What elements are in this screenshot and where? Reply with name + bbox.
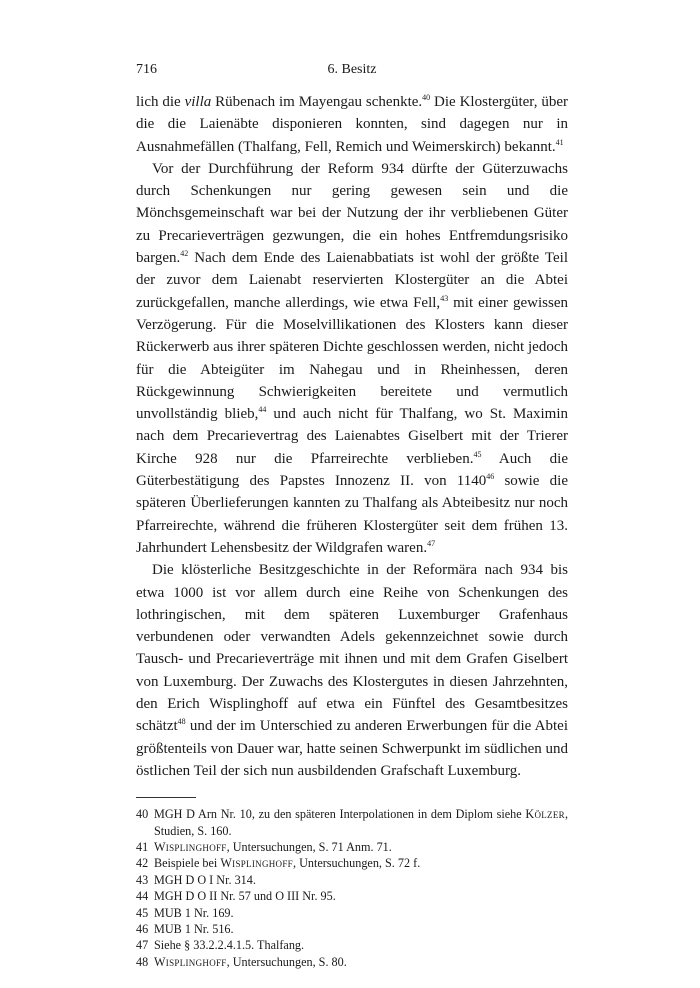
footnote <box>136 905 568 921</box>
text-run: MUB 1 Nr. 516. <box>154 922 234 937</box>
footnote-text <box>154 905 568 921</box>
footnote <box>136 855 568 871</box>
footnote-ref: 41 <box>555 137 564 147</box>
running-title: 6. Besitz <box>327 62 377 77</box>
paragraph <box>136 158 568 559</box>
footnote-ref: 44 <box>258 405 267 415</box>
footnote <box>136 954 568 970</box>
footnote-number: 44 <box>136 889 149 904</box>
text-run: Siehe § 33.2.2.4.1.5. Thalfang. <box>154 938 305 953</box>
footnotes <box>136 806 568 970</box>
footnote-text <box>154 888 568 904</box>
text-run: MUB 1 Nr. 169. <box>154 905 234 920</box>
footnote-ref: 45 <box>473 449 482 459</box>
text-run: , Untersuchungen, S. 71 Anm. 71. <box>226 840 392 855</box>
footnote-ref: 43 <box>440 293 449 303</box>
footnote-text <box>154 937 568 953</box>
text-run: Vor der Durchführung der Reform 934 dürfte der Güterzuwachs durch Schenkungen nur gering gewesen sein und die Mönchsgemeinschaft war bei der Nutzung der ihr verbliebenen Güter zu Precarieverträgen gezwungen, die ein hohes Entfremdungsrisiko bargen. <box>136 160 568 267</box>
footnote-ref: 47 <box>427 538 436 548</box>
footnote-number: 48 <box>136 954 149 969</box>
page-number: 716 <box>136 62 157 77</box>
text-run: , Studien, S. 160. <box>154 807 568 838</box>
footnote <box>136 937 568 953</box>
page-header <box>136 62 568 84</box>
text-run: mit einer gewissen Verzögerung. Für die Moselvillikationen des Klosters kann dieser Rückerwerb aus ihrer späteren Dichte geschlossen werden, nicht jedoch für die Abteigüter im Nahegau und in Rheinhessen, deren Rückgewinnung Schwierigkeiten bereitete und vermutlich unvollständig blieb, <box>136 294 568 423</box>
footnote-number: 47 <box>136 938 149 953</box>
footnote <box>136 921 568 937</box>
footnote-text <box>154 855 568 871</box>
footnote-text <box>154 839 568 855</box>
footnote <box>136 888 568 904</box>
main-text <box>136 91 568 782</box>
text-run: MGH D O I Nr. 314. <box>154 872 256 887</box>
text-run: , Untersuchungen, S. 80. <box>226 954 347 969</box>
text-run: Nach dem Ende des Laienabbatiats ist wohl der größte Teil der zuvor dem Laienabt reservierten Klostergüter an die Abtei zurückgefallen, manche allerdings, wie etwa Fell, <box>136 250 568 311</box>
footnote-number: 43 <box>136 872 149 887</box>
text-run: sowie die späteren Überlieferungen kannten zu Thalfang als Abteibesitz nur noch Pfarreirechte, während die früheren Klostergüter seit dem frühen 13. Jahrhundert Lehensbesitz der Wildgrafen waren. <box>136 473 568 556</box>
footnote-ref: 40 <box>422 93 431 102</box>
footnote-text <box>154 806 568 839</box>
footnote-text <box>154 954 568 970</box>
footnote-number: 41 <box>136 840 149 855</box>
footnote-number: 46 <box>136 922 149 937</box>
footnote-ref: 42 <box>180 249 189 259</box>
text-run: Beispiele bei <box>154 856 221 871</box>
text-run: MGH D Arn Nr. 10, zu den späteren Interpolationen in dem Diplom siehe <box>154 807 526 822</box>
author-name: Wisplinghoff <box>220 856 293 871</box>
footnote-number: 42 <box>136 856 149 871</box>
footnote <box>136 806 568 839</box>
text-run: Rübenach im Mayengau schenkte. <box>211 94 423 110</box>
text-run: Die Klostergüter, über die die Laienäbte disponieren konnten, sind dagegen nur in Ausnahmefällen (Thalfang, Fell, Remich und Weimerskirch) bekannt. <box>136 94 568 155</box>
author-name: Wisplinghoff <box>154 954 227 969</box>
text-run: Die klösterliche Besitzgeschichte in der Reformära nach 934 bis etwa 1000 ist vor allem durch eine Reihe von Schenkungen des lothringischen, mit dem späteren Luxemburger Grafenhaus verbundenen oder verwandten Adels gekennzeichnet sowie durch Tausch- und Precarieverträge mit ihnen und mit dem Grafen Giselbert von Luxemburg. Der Zuwachs des Klostergutes in diesen Jahrzehnten, den Erich Wisplinghoff auf etwa ein Fünftel des Gesamtbesitzes schätzt <box>136 562 568 735</box>
paragraph <box>136 91 568 158</box>
text-run: und auch nicht für Thalfang, wo St. Maximin nach dem Precarievertrag des Laienabtes Giselbert mit der Trierer Kirche 928 nur die Pfarreirechte verblieben. <box>136 406 568 467</box>
text-run: und der im Unterschied zu anderen Erwerbungen für die Abtei größtenteils von Dauer war, hatte seinen Schwerpunkt im südlichen und östlichen Teil der sich nun ausbildenden Grafschaft Luxemburg. <box>136 718 568 779</box>
footnote <box>136 839 568 855</box>
text-run: lich die <box>136 94 185 110</box>
text-run: , Untersuchungen, S. 72 f. <box>292 856 421 871</box>
paragraph <box>136 559 568 782</box>
text-run: MGH D O II Nr. 57 und O III Nr. 95. <box>154 889 336 904</box>
footnote-ref: 46 <box>486 472 495 482</box>
footnote-text <box>154 872 568 888</box>
footnote-number: 45 <box>136 905 149 920</box>
book-page <box>136 62 568 970</box>
italic-text: villa <box>184 94 212 110</box>
text-run: Auch die Güterbestätigung des Papstes Innozenz II. von 1140 <box>136 450 568 490</box>
footnote-text <box>154 921 568 937</box>
author-name: Kölzer <box>525 807 565 822</box>
footnote <box>136 872 568 888</box>
footnote-ref: 48 <box>177 717 186 727</box>
author-name: Wisplinghoff <box>154 840 227 855</box>
footnote-number: 40 <box>136 807 149 822</box>
footnote-rule <box>136 797 196 798</box>
